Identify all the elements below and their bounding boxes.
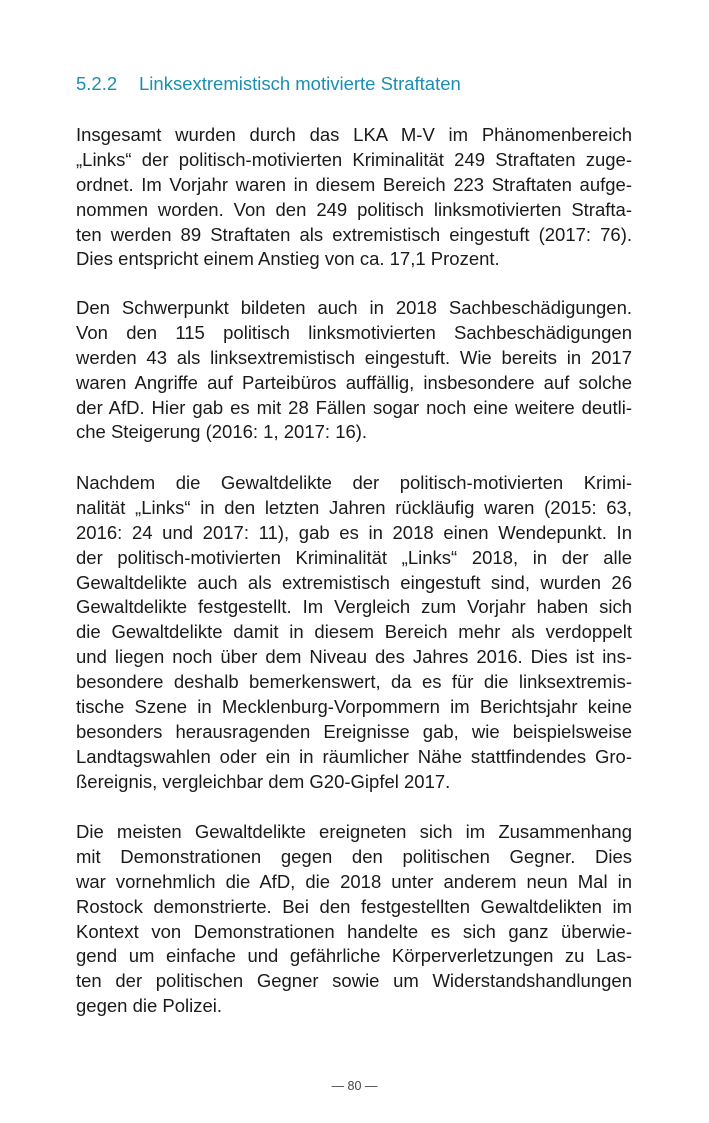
text-line: Kontext von Demonstrationen handelte es sich ganz überwie- <box>76 920 632 942</box>
text-line: ordnet. Im Vorjahr waren in diesem Bereich 223 Straftaten aufge- <box>76 173 632 195</box>
text-line: gend um einfache und gefährliche Körperverletzungen zu Las- <box>76 945 632 967</box>
text-line: ßereignis, vergleichbar dem G20-Gipfel 2017. <box>76 770 451 792</box>
paragraph-3 <box>76 471 632 795</box>
text-line: Gewaltdelikte festgestellt. Im Vergleich zum Vorjahr haben sich <box>76 596 632 618</box>
text-line: der politisch-motivierten Kriminalität „Links“ 2018, in der alle <box>76 546 632 568</box>
text-line: Insgesamt wurden durch das LKA M-V im Phänomenbereich <box>76 124 632 145</box>
text-line: mit Demonstrationen gegen den politischen Gegner. Dies <box>76 845 632 867</box>
section-heading <box>76 73 636 95</box>
text-line: „Links“ der politisch-motivierten Kriminalität 249 Straftaten zuge- <box>76 148 632 170</box>
text-line: Nachdem die Gewaltdelikte der politisch-motivierten Krimi- <box>76 472 632 493</box>
text-line: besondere deshalb bemerkenswert, da es für die linksextremis- <box>76 671 632 693</box>
text-line: Dies entspricht einem Anstieg von ca. 17,1 Prozent. <box>76 248 500 270</box>
page-number: — 80 — <box>331 1079 378 1093</box>
paragraph-2 <box>76 296 632 445</box>
text-line: nommen worden. Von den 249 politisch linksmotivierten Strafta- <box>76 198 632 220</box>
text-line: Gewaltdelikte auch als extremistisch eingestuft sind, wurden 26 <box>76 571 632 593</box>
text-line: waren Angriffe auf Parteibüros auffällig, insbesondere auf solche <box>76 371 632 393</box>
paragraph-4 <box>76 820 632 1019</box>
text-line: Die meisten Gewaltdelikte ereigneten sich im Zusammenhang <box>76 821 632 842</box>
text-line: Rostock demonstrierte. Bei den festgestellten Gewaltdelikten im <box>76 895 632 917</box>
text-line: besonders herausragenden Ereignisse gab, wie beispielsweise <box>76 720 632 742</box>
text-line: gegen die Polizei. <box>76 995 223 1017</box>
text-line: 2016: 24 und 2017: 11), gab es in 2018 einen Wendepunkt. In <box>76 521 632 543</box>
text-line: ten der politischen Gegner sowie um Widerstandshandlungen <box>76 970 632 992</box>
text-line: Von den 115 politisch linksmotivierten Sachbeschädigungen <box>76 321 632 343</box>
text-line: che Steigerung (2016: 1, 2017: 16). <box>76 421 368 443</box>
section-number: 5.2.2 <box>76 73 118 94</box>
paragraph-1 <box>76 123 632 272</box>
text-line: nalität „Links“ in den letzten Jahren rückläufig waren (2015: 63, <box>76 496 632 518</box>
text-line: tische Szene in Mecklenburg-Vorpommern im Berichtsjahr keine <box>76 696 632 718</box>
text-line: und liegen noch über dem Niveau des Jahres 2016. Dies ist ins- <box>76 646 632 668</box>
section-title: Linksextremistisch motivierte Straftaten <box>139 73 461 94</box>
text-line: war vornehmlich die AfD, die 2018 unter anderem neun Mal in <box>76 870 632 892</box>
text-line: der AfD. Hier gab es mit 28 Fällen sogar noch eine weitere deutli- <box>76 396 632 418</box>
text-line: Den Schwerpunkt bildeten auch in 2018 Sachbeschädigungen. <box>76 297 632 318</box>
text-line: werden 43 als linksextremistisch eingestuft. Wie bereits in 2017 <box>76 346 632 368</box>
text-line: ten werden 89 Straftaten als extremistisch eingestuft (2017: 76). <box>76 223 632 245</box>
text-line: Landtagswahlen oder ein in räumlicher Nähe stattfindendes Gro- <box>76 745 632 767</box>
text-line: die Gewaltdelikte damit in diesem Bereich mehr als verdoppelt <box>76 621 632 643</box>
